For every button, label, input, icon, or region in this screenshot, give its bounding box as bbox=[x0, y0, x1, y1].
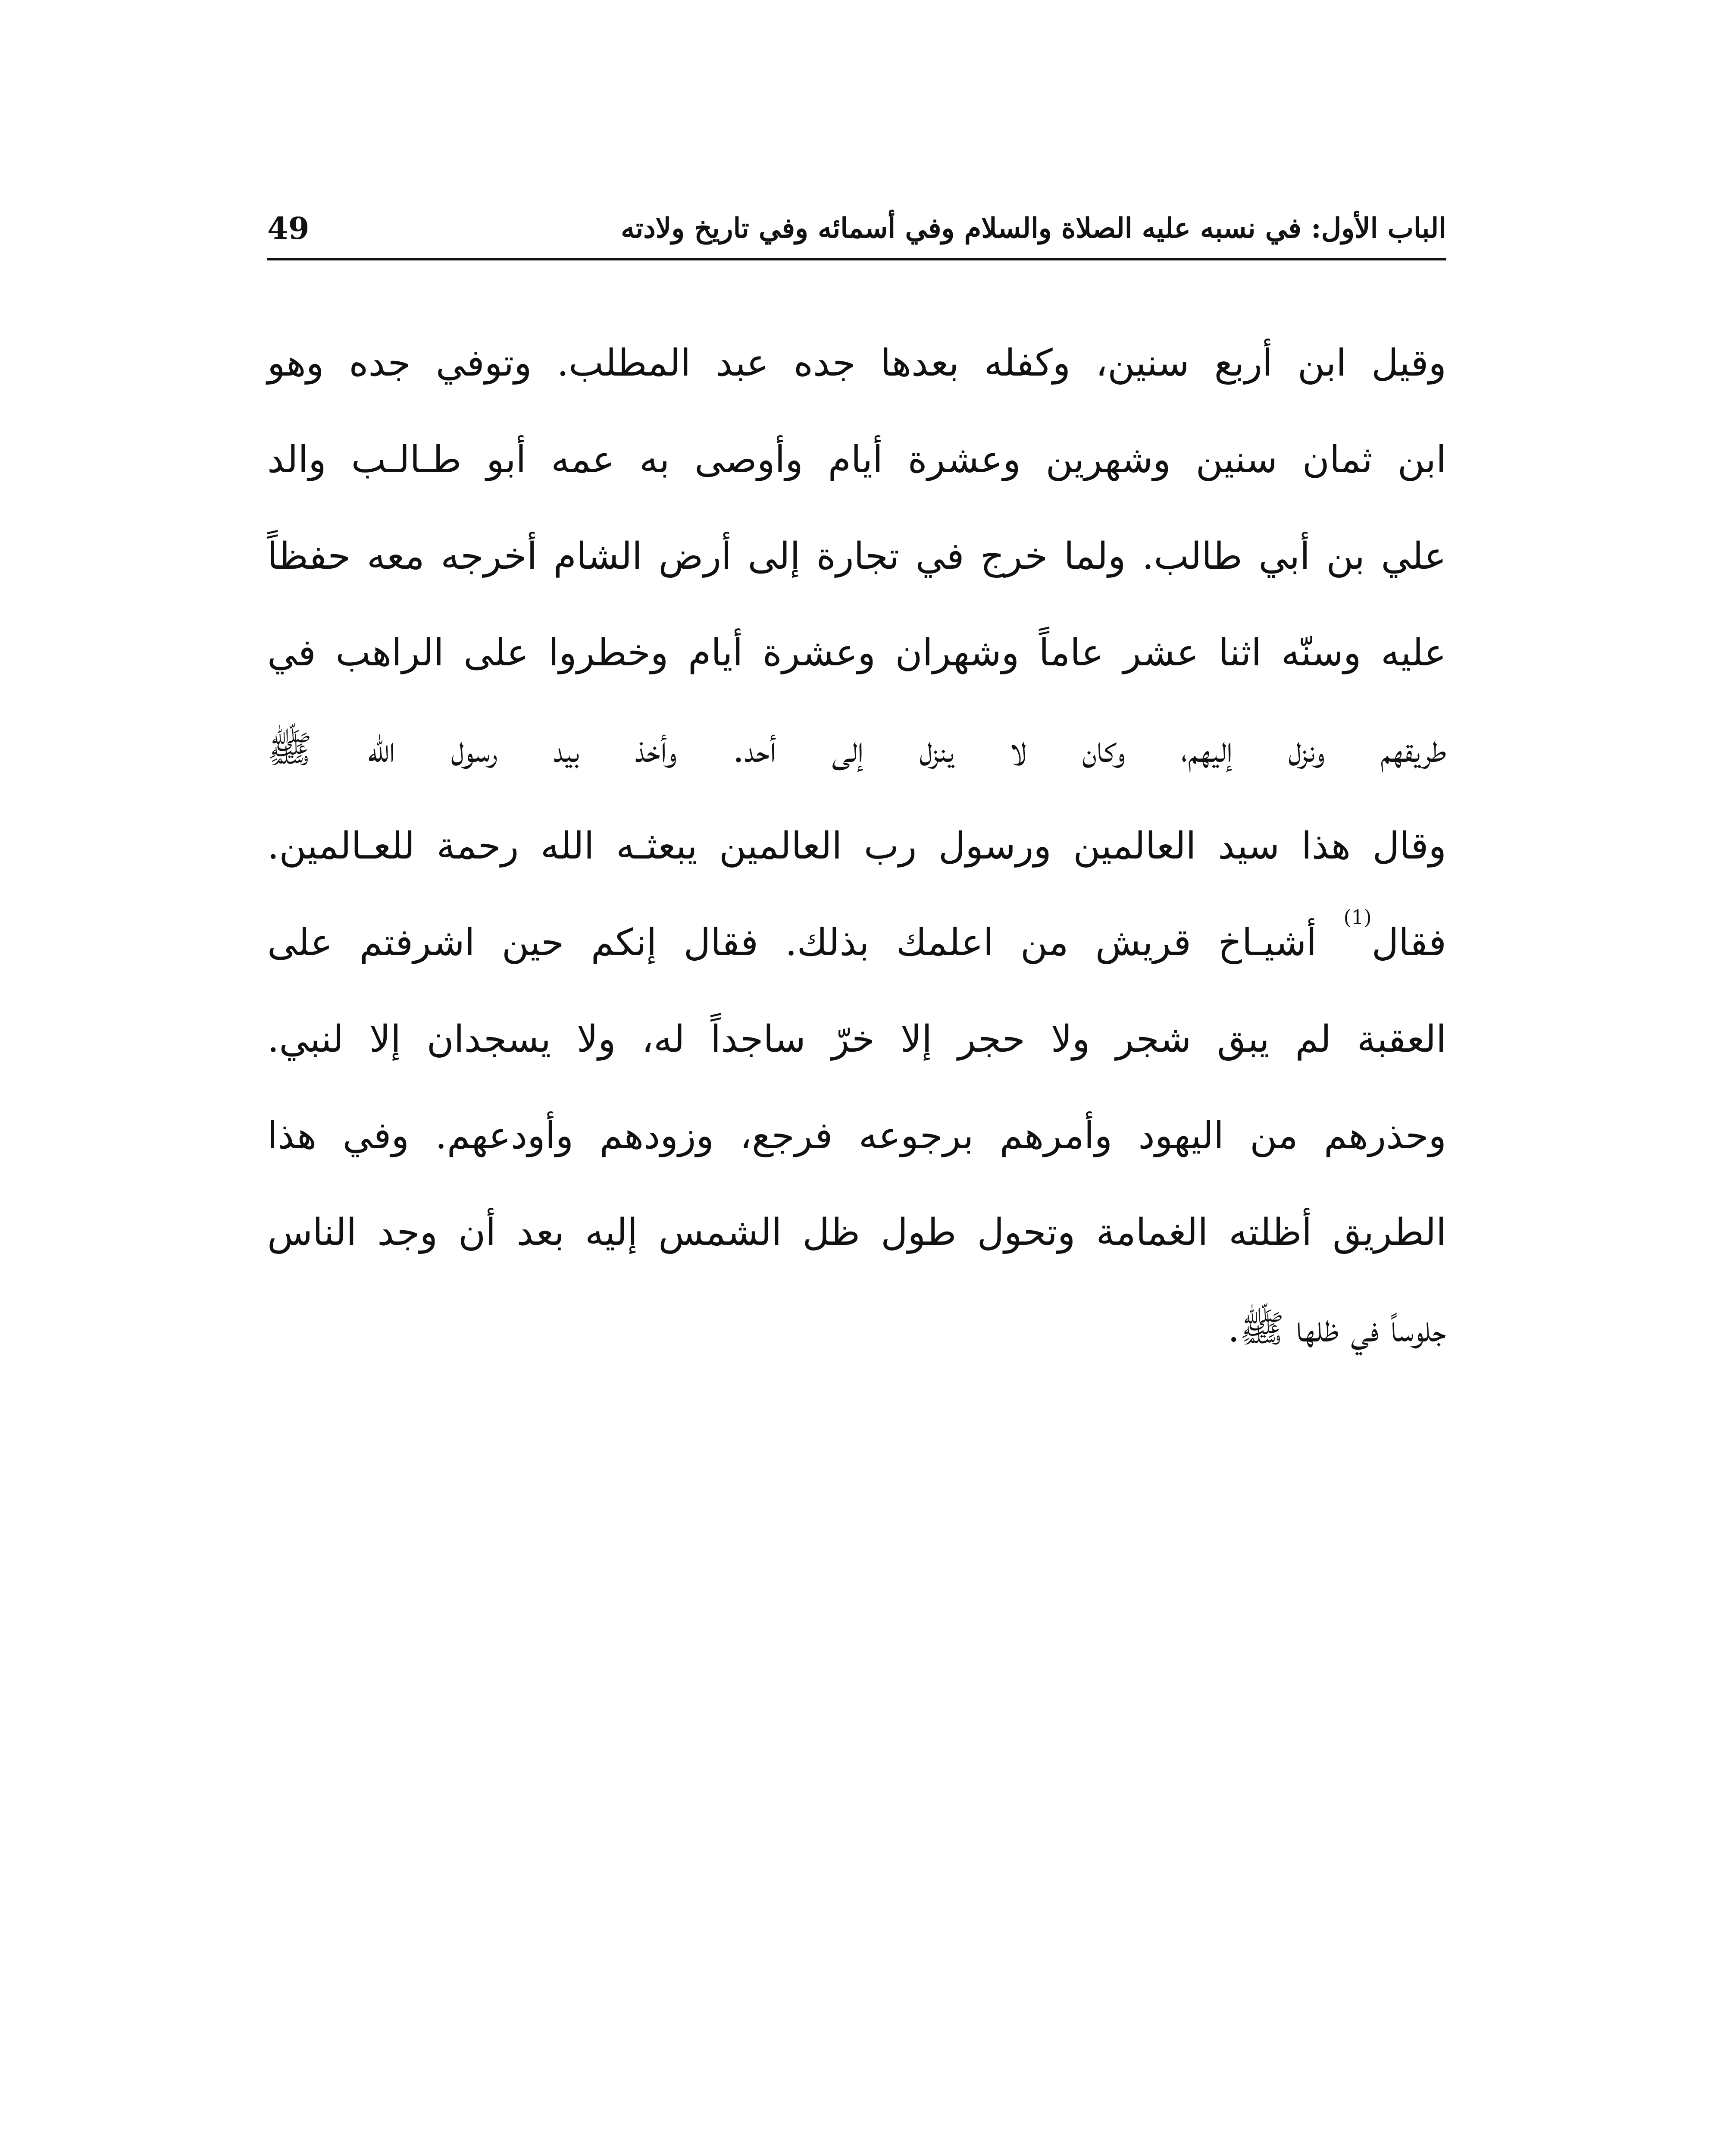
text-line-6: وقال هذا سيد العالمين ورسول رب العالمين يبعثـه الله رحمة للعـالمين. bbox=[267, 824, 1446, 868]
text-line-9: وحذرهم من اليهود وأمرهم برجوعه فرجع، وزودهم وأودعهم. وفي هذا bbox=[267, 1114, 1446, 1157]
line7-lead-word: فقال bbox=[1371, 921, 1446, 964]
text-line-2: ابن ثمان سنين وشهرين وعشرة أيام وأوصى به عمه أبو طـالـب والد bbox=[267, 438, 1446, 481]
text-line-7 bbox=[267, 894, 1446, 991]
text-line-8: العقبة لم يبق شجر ولا حجر إلا خرّ ساجداً له، ولا يسجدان إلا لنبي. bbox=[267, 1018, 1446, 1061]
running-title: الباب الأول: في نسبه عليه الصلاة والسلام وفي أسمائه وفي تاريخ ولادته bbox=[621, 212, 1446, 244]
page-header bbox=[267, 203, 1446, 254]
text-line-5: طريقهم ونزل إليهم، وكان لا ينزل إلى أحد. وأخذ بيد رسول الله ﷺ bbox=[267, 728, 1446, 771]
header-rule bbox=[267, 258, 1446, 260]
line7-rest: أشيـاخ قريش من اعلمك بذلك. فقال إنكم حين اشرفتم على bbox=[267, 921, 1317, 964]
text-line-1: وقيل ابن أربع سنين، وكفله بعدها جده عبد المطلب. وتوفي جده وهو bbox=[267, 342, 1446, 385]
footnote-reference: (1) bbox=[1343, 906, 1372, 929]
text-line-11: جلوساً في ظلها ﷺ. bbox=[1227, 1307, 1446, 1351]
text-line-3: علي بن أبي طالب. ولما خرج في تجارة إلى أرض الشام أخرجه معه حفظاً bbox=[267, 535, 1447, 578]
page-number: 49 bbox=[267, 210, 310, 246]
text-line-10: الطريق أظلته الغمامة وتحول طول ظل الشمس إليه بعد أن وجد الناس bbox=[267, 1211, 1446, 1254]
text-line-4: عليه وسنّه اثنا عشر عاماً وشهران وعشرة أيام وخطروا على الراهب في bbox=[267, 631, 1446, 674]
body-text bbox=[267, 315, 1446, 1377]
